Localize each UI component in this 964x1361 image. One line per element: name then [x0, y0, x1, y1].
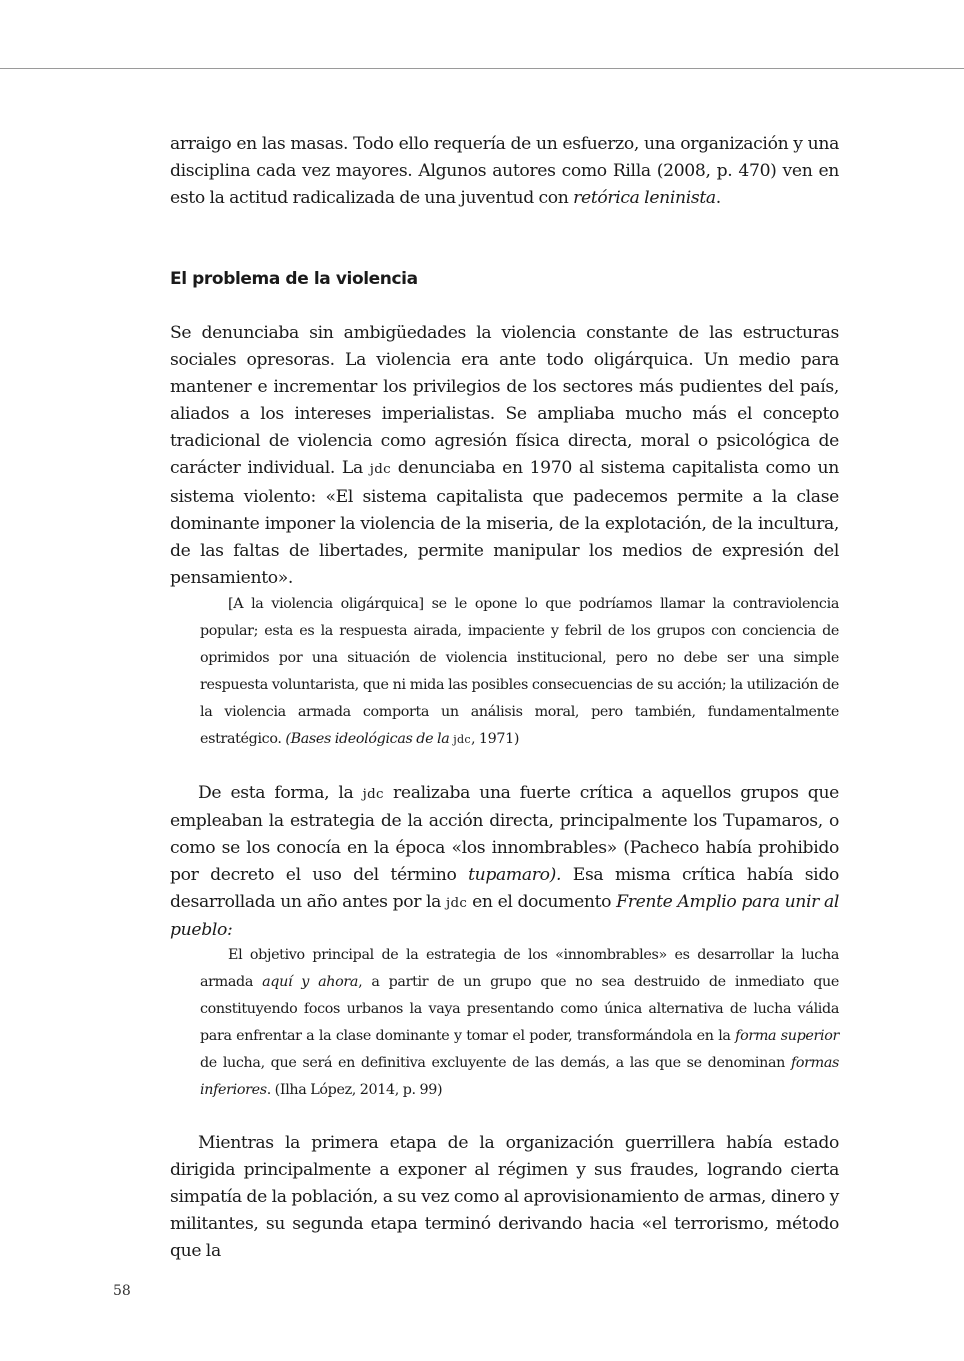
quote-text: [A la violencia oligárquica] se le opone lo que podríamos llamar la contraviolencia popular; esta es la respuesta airada, impaciente y febril de los grupos con conciencia de oprimidos por una situación de violencia institucional, pero no debe ser una simple respuesta voluntarista, que ni mida las posibles consecuencias de su acción; la utilización de la violencia armada comporta un análisis moral, pero también, fundamentalmente estratégico.: [200, 596, 839, 748]
paragraph-text: arraigo en las masas. Todo ello requería de un esfuerzo, una organización y una disciplina cada vez mayores. Algunos autores como Rilla (2008, p. 470) ven en esto la actitud radicalizada de una juventud con: [170, 134, 839, 209]
block-quote-innombrables: [200, 942, 839, 1105]
paragraph-text: .: [715, 188, 721, 209]
acronym: jdc: [453, 733, 471, 747]
paragraph-text: en el documento: [467, 892, 617, 913]
paragraph-text: denunciaba en 1970 al sistema capitalista como un sistema violento: «El sistema capitalista que padecemos permite a la clase dominante imponer la violencia de la miseria, de la explotación, de la incultura, de las faltas de libertades, permite manipular los medios de expresión del pensamiento».: [170, 458, 839, 588]
italic-term: retórica leninista: [573, 188, 716, 209]
block-quote-bases: [200, 591, 839, 754]
italic-term: tupamaro).: [468, 865, 562, 886]
paragraph-text: Se denunciaba sin ambigüedades la violencia constante de las estructuras sociales opresoras. La violencia era ante todo oligárquica. Un medio para mantener e incrementar los privilegios de los sectores más pudientes del país, aliados a los intereses imperialistas. Se ampliaba mucho más el concepto tradicional de violencia como agresión física directa, moral o psicológica de carácter individual. La: [170, 323, 839, 479]
italic-term: aquí y ahora: [262, 974, 359, 991]
citation-title: (Bases ideológicas de la: [285, 731, 454, 748]
paragraph-violence: [170, 320, 839, 592]
italic-term: formas inferiores: [200, 1055, 839, 1099]
quote-text: , a partir de un grupo que no sea destruido de inmediato que constituyendo focos urbanos la vaya presentando como única alternativa de lucha válida para enfrentar a la clase dominante y tomar el poder, transformándola en la: [200, 974, 840, 1045]
paragraph-text: realizaba una fuerte crítica a aquellos grupos que empleaban la estrategia de la acción directa, principalmente los Tupamaros, o como se los conocía en la época «los innombrables» (Pacheco había prohibido por decreto el uso del término: [170, 783, 839, 886]
acronym: jdc: [369, 462, 391, 478]
paragraph-text: De esta forma, la: [198, 783, 363, 803]
paragraph-intro: [170, 131, 839, 212]
page-number: 58: [113, 1283, 131, 1299]
paragraph-guerrilla: [170, 1130, 839, 1265]
italic-term: forma superior: [735, 1028, 839, 1045]
citation-year: , 1971): [470, 731, 520, 748]
quote-text: de lucha, que será en definitiva excluyente de las demás, a las que se denominan: [200, 1055, 791, 1072]
italic-document-title: Frente Amplio para unir al pueblo:: [170, 892, 839, 941]
acronym: jdc: [446, 896, 468, 912]
acronym: jdc: [362, 787, 384, 802]
header-rule: [0, 68, 964, 69]
paragraph-tupamaros: [170, 780, 839, 945]
paragraph-text: Mientras la primera etapa de la organización guerrillera había estado dirigida principalmente a exponer al régimen y sus fraudes, logrando cierta simpatía de la población, a su vez como al aprovisionamiento de armas, dinero y militantes, su segunda etapa terminó derivando hacia «el terrorismo, método que la: [170, 1133, 839, 1262]
quote-text: El objetivo principal de la estrategia de los «innombrables» es desarrollar la lucha armada: [200, 947, 839, 991]
paragraph-text: Esa misma crítica había sido desarrollada un año antes por la: [170, 865, 839, 913]
section-heading: El problema de la violencia: [170, 269, 418, 289]
citation: . (Ilha López, 2014, p. 99): [266, 1082, 443, 1099]
